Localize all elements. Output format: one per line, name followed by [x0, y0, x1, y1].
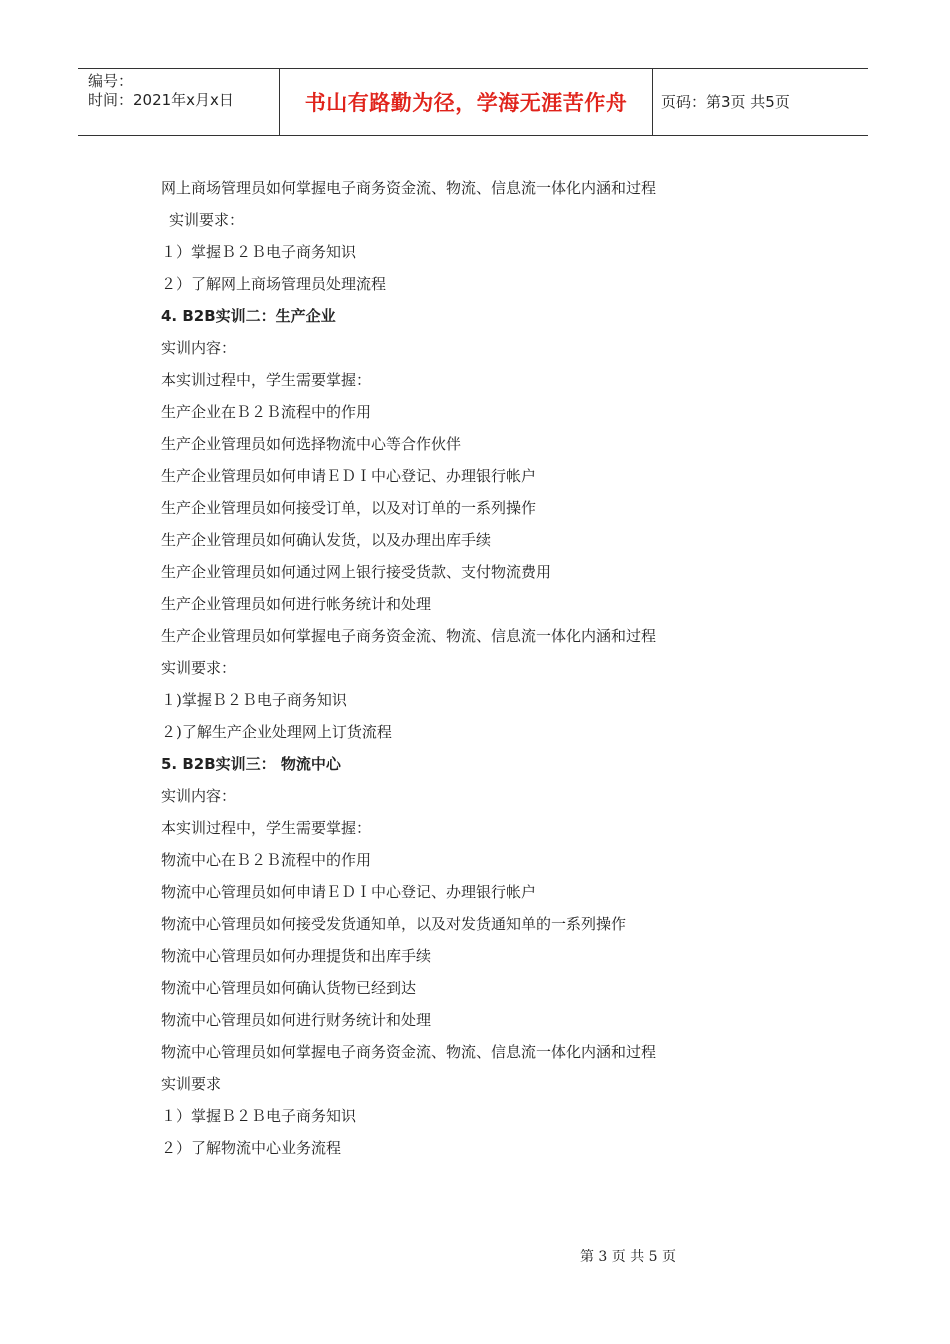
body-paragraph: 物流中心管理员如何进行财务统计和处理: [161, 1011, 432, 1029]
body-paragraph: ２）了解网上商场管理员处理流程: [161, 275, 387, 293]
body-paragraph: 本实训过程中，学生需要掌握：: [161, 819, 372, 837]
document-date: 时间：2021年x月x日: [88, 91, 234, 109]
body-paragraph: 生产企业管理员如何进行帐务统计和处理: [161, 595, 432, 613]
body-paragraph: 物流中心管理员如何申请ＥＤＩ中心登记、办理银行帐户: [161, 883, 537, 901]
body-paragraph: 实训内容：: [161, 339, 237, 357]
body-paragraph: 实训要求：: [161, 659, 237, 677]
document-code-label: 编号：: [88, 72, 134, 90]
body-paragraph: １）掌握Ｂ２Ｂ电子商务知识: [161, 243, 357, 261]
body-paragraph: １)掌握Ｂ２Ｂ电子商务知识: [161, 691, 347, 709]
body-paragraph: 实训要求: [161, 1075, 222, 1093]
body-paragraph: 生产企业管理员如何申请ＥＤＩ中心登记、办理银行帐户: [161, 467, 537, 485]
body-paragraph: 物流中心在Ｂ２Ｂ流程中的作用: [161, 851, 372, 869]
body-paragraph: 本实训过程中，学生需要掌握：: [161, 371, 372, 389]
section-heading: 4. B2B实训二：生产企业: [161, 307, 336, 325]
body-paragraph: 生产企业管理员如何选择物流中心等合作伙伴: [161, 435, 462, 453]
header-motto-cell: [280, 69, 653, 135]
body-paragraph: 实训内容：: [161, 787, 237, 805]
body-paragraph: 物流中心管理员如何接受发货通知单，以及对发货通知单的一系列操作: [161, 915, 627, 933]
body-paragraph: 物流中心管理员如何掌握电子商务资金流、物流、信息流一体化内涵和过程: [161, 1043, 657, 1061]
body-paragraph: 生产企业管理员如何掌握电子商务资金流、物流、信息流一体化内涵和过程: [161, 627, 657, 645]
body-paragraph: 生产企业管理员如何确认发货，以及办理出库手续: [161, 531, 492, 549]
body-paragraph: １）掌握Ｂ２Ｂ电子商务知识: [161, 1107, 357, 1125]
body-paragraph: 生产企业在Ｂ２Ｂ流程中的作用: [161, 403, 372, 421]
header-motto: 书山有路勤为径，学海无涯苦作舟: [304, 91, 628, 115]
section-heading: 5. B2B实训三： 物流中心: [161, 755, 341, 773]
body-paragraph: 物流中心管理员如何办理提货和出库手续: [161, 947, 432, 965]
document-body: [161, 172, 801, 1164]
header-meta-cell: [78, 69, 280, 135]
page-footer: 第 3 页 共 5 页: [579, 1249, 677, 1265]
body-paragraph: ２)了解生产企业处理网上订货流程: [161, 723, 392, 741]
body-paragraph: 实训要求：: [169, 211, 245, 229]
body-paragraph: ２）了解物流中心业务流程: [161, 1139, 342, 1157]
body-paragraph: 生产企业管理员如何接受订单，以及对订单的一系列操作: [161, 499, 537, 517]
body-paragraph: 物流中心管理员如何确认货物已经到达: [161, 979, 417, 997]
page-header: [78, 68, 868, 136]
header-page-info: 页码：第3页 共5页: [661, 93, 790, 111]
body-paragraph: 生产企业管理员如何通过网上银行接受货款、支付物流费用: [161, 563, 552, 581]
body-paragraph: 网上商场管理员如何掌握电子商务资金流、物流、信息流一体化内涵和过程: [161, 179, 657, 197]
